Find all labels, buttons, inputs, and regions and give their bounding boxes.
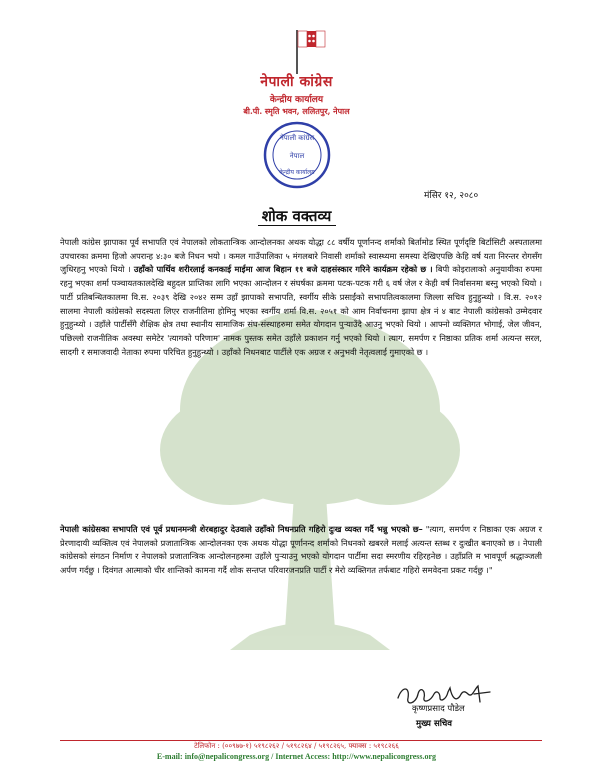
org-name: नेपाली कांग्रेस (260, 74, 333, 90)
paragraph-1 (60, 236, 542, 359)
paragraph-1-text-c: बिपी कोइरालाको अनुयायीका रुपमा रहनु भएका शर्मा पञ्चायतकालदेखि बहुदल प्राप्तिका लागि भएका आन्दोलन र संघर्षका क्रममा पटक-पटक गरी ६ वर्ष जेल र केही वर्ष निर्वासनमा बस्नु भएको थियो । पार्टी प्रतिबन्धितकालमा वि.स. २०३९ देखि २०४२ सम्म उहाँ झापाको सभापति, स्वर्गीय सीके प्रसाईंको सभापतित्वकालमा जिल्ला सचिव हुनुहुन्थ्यो । वि.स. २०१२ सालमा नेपाली कांग्रेसको सदस्यता लिएर राजनीतिमा होमिनु भएका स्वर्गीय शर्मा वि.स. २०५१ को आम निर्वाचनमा झापा क्षेत्र नं ४ बाट नेपाली कांग्रेसको उम्मेदवार हुनुहुन्थ्यो । उहाँले पार्टीसँगै शैक्षिक क्षेत्र तथा स्थानीय सामाजिक संघ-संस्थाहरुमा समेत योगदान पुऱ्याउँदै आउनु भएको थियो । आफ्नो व्यक्तिगत भोगाई, जेल जीवन, पछिल्लो राजनीतिक अवस्था समेटेर 'त्यागको परिणाम' नामक पुस्तक समेत उहाँले प्रकाशन गर्नु भएको थियो । त्याग, समर्पण र निष्ठाका प्रतिक शर्मा अत्यन्त सरल, सादगी र समाजवादी नेताका रुपमा परिचित हुनुहुन्थ्यो । उहाँको निधनबाट पार्टीले एक अग्रज र अनुभवी नेतृत्वलाई गुमाएको छ । (60, 264, 542, 357)
org-office: केन्द्रीय कार्यालय (269, 95, 324, 105)
seal-center-text: नेपाल (289, 152, 305, 160)
title-underline (258, 225, 336, 226)
signatory-name: कृष्णप्रसाद पौडेल (412, 704, 465, 714)
party-flag-icon (291, 28, 331, 74)
funeral-notice: उहाँको पार्थिव शरीरलाई कनकाई माईमा आज बिहान ११ बजे दाहसंस्कार गरिने कार्यक्रम रहेको छ । (133, 264, 433, 275)
seal-bottom-text: केन्द्रीय कार्यालय (279, 169, 315, 176)
footer-web-links: E-mail: info@nepalicongress.org / Internet Access: http://www.nepalicongress.org (156, 752, 437, 761)
office-seal (262, 120, 332, 190)
seal-top-text: नेपाली कांग्रेस (279, 134, 315, 142)
quote-text: "त्याग, समर्पण र निष्ठाका एक अग्रज र प्रेरणादायी व्यक्तित्व एवं नेपालको प्रजातान्त्रिक आन्दोलनका एक अथक योद्धा पूर्णानन्द शर्माको निधनको खबरले मलाई अत्यन्त स्तब्ध र दुःखीत बनाएको छ । नेपाली कांग्रेसको संगठन निर्माण र नेपालको प्रजातान्त्रिक आन्दोलनहरुमा उहाँले पुऱ्याउनु भएको योगदान पार्टीमा सदा स्मरणीय रहिरहनेछ । उहाँप्रति म भावपूर्ण श्रद्धाञ्जली अर्पण गर्दछु । दिवंगत आत्माको चीर शान्तिको कामना गर्दै शोक सन्तप्त परिवारजनप्रति पार्टी र मेरो व्यक्तिगत तर्फबाट गहिरो समवेदना प्रकट गर्दछु ।" (60, 524, 542, 576)
quote-intro: नेपाली कांग्रेसका सभापति एवं पूर्व प्रधानमन्त्री शेरबहादुर देउवाले उहाँको निधनप्रति गहिरो दुःख व्यक्त गर्दै भन्नु भएको छ– (60, 524, 423, 534)
letter-title: शोक वक्तव्य (261, 207, 332, 225)
letter-date: मंसिर १२, २०८० (424, 191, 479, 201)
footer-divider (60, 740, 542, 741)
footer-contact: टेलिफोन : (००९७७-१) ५१९८२६२ / ५१९८२६४ / ५१९८२६५, फ्याक्स : ५१९८२६६ (194, 742, 399, 750)
org-address: बी.पी. स्मृति भवन, ललितपुर, नेपाल (243, 106, 350, 116)
paragraph-1-text-a: नेपाली कांग्रेस झापाका पूर्व सभापति एवं नेपालको लोकतान्त्रिक आन्दोलनका अथक योद्धा ८८ वर्षीय पूर्णानन्द शर्माको बिर्तामोड स्थित पूर्णदृष्टि बिर्टासिटी अस्पतालमा उपचारका क्रममा हिजो अपरान्ह ४:३० बजे निधन भयो । कमल गाउँपालिका ५ मंगलबारे निवासी शर्माको स्वास्थ्यमा समस्या देखिएपछि केहि वर्ष यता निरन्तर रोगसँग जुधिरहनु भएको थियो । (60, 237, 542, 275)
paragraph-2 (60, 523, 542, 578)
signatory-title: मुख्य सचिव (416, 719, 453, 729)
